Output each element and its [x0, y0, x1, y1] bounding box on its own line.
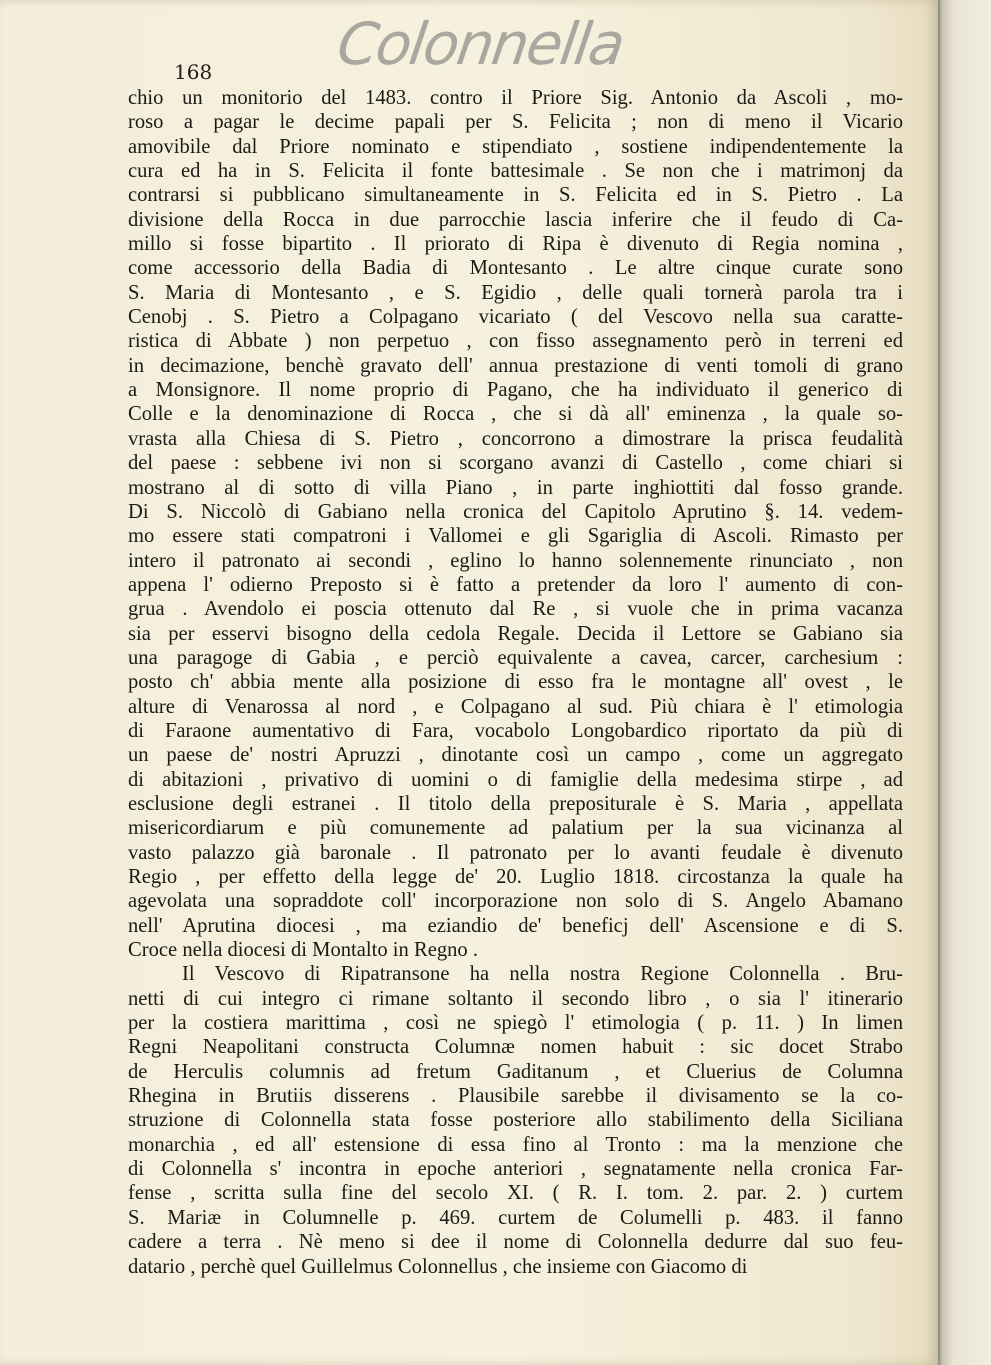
text-line: chio un monitorio del 1483. contro il Priore Sig. Antonio da Ascoli , mo- [128, 87, 903, 109]
text-line: sia per esservi bisogno della cedola Regale. Decida il Lettore se Gabiano sia [128, 622, 903, 645]
text-line: grua . Avendolo ei poscia ottenuto dal Re , si vuole che in prima vacanza [128, 598, 903, 621]
text-line: mo essere stati compatroni i Vallomei e gli Sgariglia di Ascoli. Rimasto per [128, 525, 903, 548]
text-line: in decimazione, benchè gravato dell' annua prestazione di venti tomoli di grano [128, 354, 903, 377]
body-text [128, 86, 903, 1279]
text-line: fense , scritta sulla fine del secolo XI. ( R. I. tom. 2. par. 2. ) curtem [128, 1182, 903, 1205]
text-line: del paese : sebbene ivi non si scorgano avanzi di Castello , come chiari si [128, 452, 903, 475]
text-line: divisione della Rocca in due parrocchie lascia inferire che il feudo di Ca- [128, 208, 903, 231]
text-line: agevolata una sopraddote coll' incorporazione non solo di S. Angelo Abamano [128, 890, 903, 913]
text-line: di Faraone aumentativo di Fara, vocabolo Longobardico riportato da più di [128, 719, 903, 742]
text-line: Regio , per effetto della legge de' 20. Luglio 1818. circostanza la quale ha [128, 866, 903, 888]
text-line: netti di cui integro ci rimane soltanto il secondo libro , o sia l' itinerario [128, 987, 903, 1010]
text-line: Di S. Niccolò di Gabiano nella cronica del Capitolo Aprutino §. 14. vedem- [128, 500, 903, 523]
text-line: Regni Neapolitani constructa Columnæ nomen habuit : sic docet Strabo [128, 1036, 903, 1059]
text-line: alture di Venarossa al nord , e Colpagano al sud. Più chiara è l' etimologia [128, 695, 903, 718]
adjacent-page-edge [938, 0, 991, 1365]
text-line: contrarsi si pubblicano simultaneamente in S. Felicita ed in S. Pietro . La [128, 184, 903, 207]
text-line: struzione di Colonnella stata fosse posteriore allo stabilimento della Siciliana [128, 1109, 903, 1132]
text-line: a Monsignore. Il nome proprio di Pagano, che ha individuato il generico di [128, 379, 903, 402]
handwritten-annotation: Colonnella [333, 10, 628, 78]
text-line: Colle e la denominazione di Rocca , che si dà all' eminenza , la quale so- [128, 403, 903, 426]
text-line: intero il patronato ai secondi , eglino lo hanno solennemente rinunciato , non [128, 549, 903, 572]
text-line: di Colonnella s' incontra in epoche anteriori , segnatamente nella cronica Far- [128, 1158, 903, 1181]
text-line: Il Vescovo di Ripatransone ha nella nostra Regione Colonnella . Bru- [182, 963, 903, 986]
text-line: datario , perchè quel Guillelmus Colonnellus , che insieme con Giacomo di [128, 1255, 748, 1278]
text-line: come accessorio della Badia di Montesanto . Le altre cinque curate sono [128, 257, 903, 280]
text-line: misericordiarum e più comunemente ad palatium per la sua vicinanza al [128, 817, 903, 840]
text-line: di abitazioni , privativo di uomini o di famiglie della medesima stirpe , ad [128, 768, 903, 791]
text-line: de Herculis columnis ad fretum Gaditanum , et Cluerius de Columna [128, 1060, 903, 1083]
text-line: millo si fosse bipartito . Il priorato di Ripa è divenuto di Regia nomina , [128, 233, 903, 256]
text-line: nell' Aprutina diocesi , ma eziandio de' beneficj dell' Ascensione e di S. [128, 914, 903, 937]
text-line: posto ch' abbia mente alla posizione di esso fra le montagne all' ovest , le [128, 671, 903, 694]
text-line: S. Mariæ in Columnelle p. 469. curtem de Columelli p. 483. il fanno [128, 1206, 903, 1229]
text-line: Cenobj . S. Pietro a Colpagano vicariato ( del Vescovo nella sua caratte- [128, 306, 903, 329]
text-line: Rhegina in Brutiis disserens . Plausibile sarebbe il divisamento se la co- [128, 1085, 903, 1108]
text-line: vasto palazzo già baronale . Il patronato per lo avanti feudale è divenuto [128, 841, 903, 864]
text-line: amovibile dal Priore nominato e stipendiato , sostiene indipendentemente la [128, 135, 903, 158]
text-line: mostrano al di sotto di villa Piano , in parte inghiottiti dal fosso grande. [128, 476, 903, 499]
text-line: vrasta alla Chiesa di S. Pietro , concorrono a dimostrare la prisca feudalità [128, 427, 903, 450]
text-line: Croce nella diocesi di Montalto in Regno . [128, 939, 479, 962]
text-line: esclusione degli estranei . Il titolo della prepositurale è S. Maria , appellata [128, 792, 903, 815]
text-line: una paragoge di Gabia , e perciò equivalente a cavea, carcer, carchesium : [128, 646, 903, 669]
text-line: S. Maria di Montesanto , e S. Egidio , delle quali tornerà parola tra i [128, 281, 903, 304]
text-line: roso a pagar le decime papali per S. Felicita ; non di meno il Vicario [128, 111, 903, 134]
page-number: 168 [174, 60, 213, 84]
text-line: monarchia , ed all' estensione di essa fino al Tronto : ma la menzione che [128, 1133, 903, 1156]
text-line: per la costiera marittima , così ne spiegò l' etimologia ( p. 11. ) In limen [128, 1012, 903, 1035]
text-line: appena l' odierno Preposto si è fatto a pretender da loro l' aumento di con- [128, 573, 903, 596]
text-line: cura ed ha in S. Felicita il fonte battesimale . Se non che i matrimonj da [128, 160, 903, 183]
text-line: cadere a terra . Nè meno si dee il nome di Colonnella dedurre dal suo feu- [128, 1231, 903, 1254]
text-line: un paese de' nostri Apruzzi , dinotante così un campo , come un aggregato [128, 744, 903, 767]
text-line: ristica di Abbate ) non perpetuo , con fisso assegnamento però in terreni ed [128, 330, 903, 353]
